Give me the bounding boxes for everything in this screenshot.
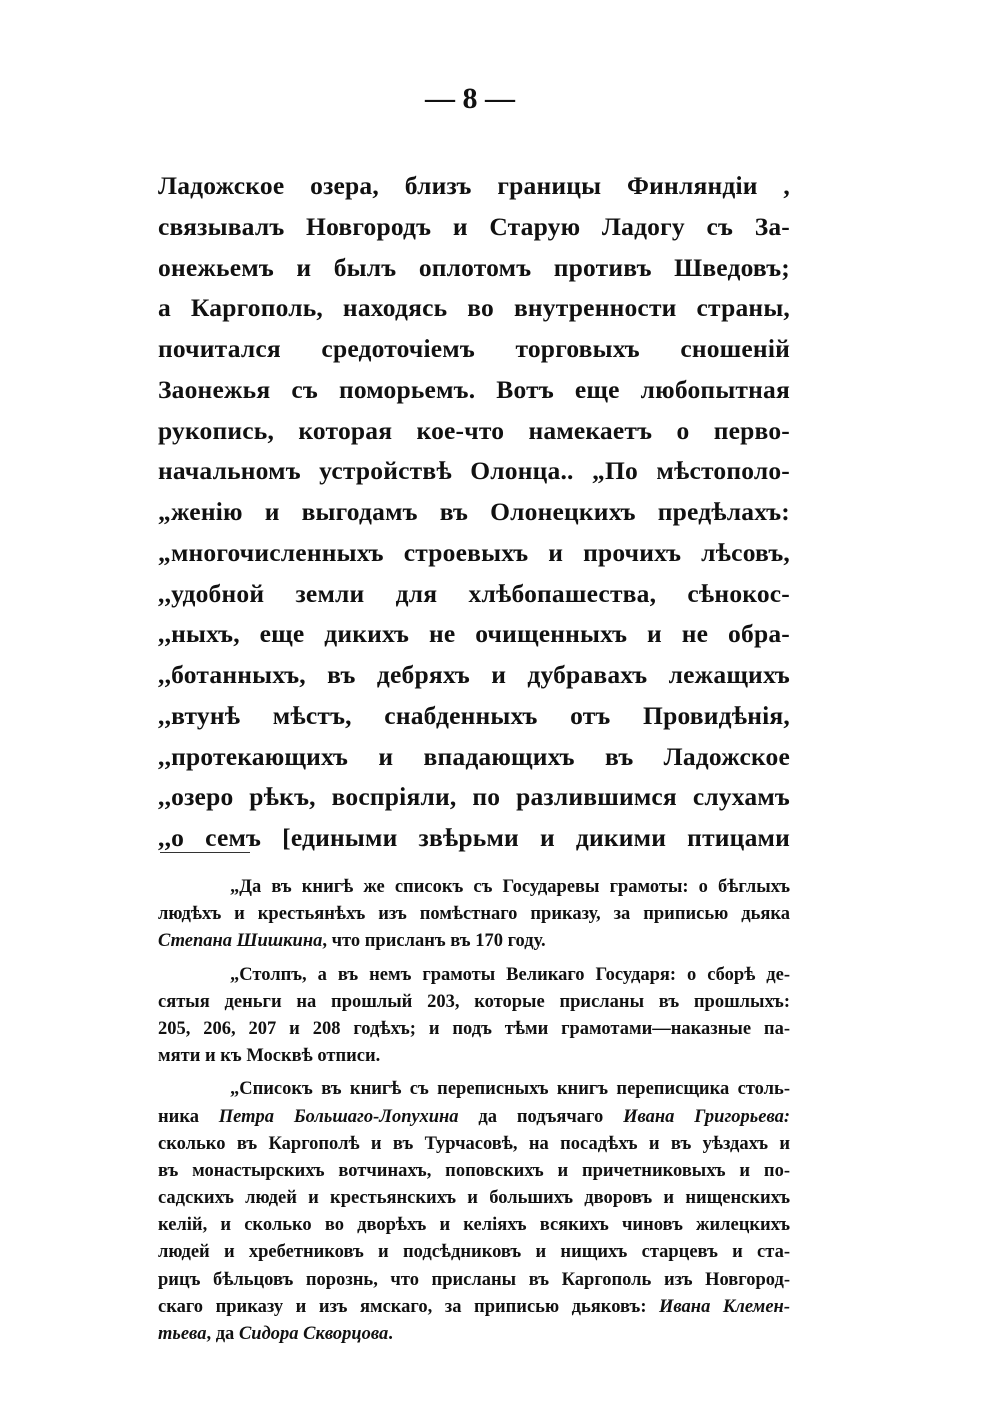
- text-line: Ладожское озера, близъ границы Финляндіи ,: [158, 171, 790, 200]
- footnote-text: мяти и къ Москвѣ отписи.: [158, 1046, 381, 1067]
- footnote-text: келій, и сколько во дворѣхъ и келіяхъ всякихъ чиновъ жилецкихъ: [158, 1215, 790, 1236]
- main-text: [158, 166, 790, 859]
- italic-name: Ивана Григорьева:: [623, 1106, 790, 1127]
- text-line: рукопись, которая кое-что намекаетъ о перво-: [158, 415, 790, 445]
- italic-name: Сидора Скворцова: [238, 1324, 389, 1344]
- footnote-line: [158, 962, 790, 989]
- footnote-text: , да: [206, 1324, 239, 1344]
- text-line: Заонежья съ поморьемъ. Вотъ еще любопытная: [158, 374, 790, 404]
- footnote-line: [158, 1294, 790, 1321]
- text-line: начальномъ устройствѣ Олонца.. „По мѣстополо-: [158, 456, 790, 486]
- text-line: ,,удобной земли для хлѣбопашества, сѣнокос-: [158, 578, 790, 608]
- text-line: ,,о семъ [едиными звѣрьми и дикими птицами: [158, 823, 790, 852]
- footnote-text: ника: [158, 1106, 219, 1127]
- footnote-line: [158, 1267, 790, 1294]
- italic-name: Степана Шишкина: [158, 931, 323, 952]
- footnote-text: садскихъ людей и крестьянскихъ и большихъ дворовъ и нищенскихъ: [158, 1188, 790, 1209]
- footnote-line: [158, 1212, 790, 1239]
- footnote-line: [158, 1016, 790, 1043]
- footnote-text: „Да въ книгѣ же списокъ съ Государевы грамоты: о бѣглыхъ: [230, 877, 790, 897]
- footnote-line: [158, 1321, 790, 1348]
- footnote-text: людей и хребетниковъ и подсѣдниковъ и нищихъ старцевъ и ста-: [158, 1242, 790, 1263]
- footnote-separator: [160, 852, 250, 853]
- text-line: ,,втунѣ мѣстъ, снабденныхъ отъ Провидѣнія,: [158, 700, 790, 730]
- footnote-text: , что присланъ въ 170 году.: [322, 931, 546, 952]
- footnote-text: скаго приказу и изъ ямскаго, за приписью дьяковъ:: [158, 1296, 660, 1317]
- italic-name: Ивана Клемен-: [659, 1296, 790, 1317]
- text-line: ,,озеро рѣкъ, воспріяли, по разлившимся слухамъ: [158, 782, 790, 812]
- footnote-line: [158, 1239, 790, 1266]
- italic-name: тьева: [158, 1324, 207, 1344]
- text-line: ,,ботанныхъ, въ дебряхъ и дубравахъ лежащихъ: [158, 660, 790, 689]
- footnote-line: [158, 928, 790, 955]
- text-line: „женію и выгодамъ въ Олонецкихъ предѣлахъ:: [158, 497, 790, 526]
- footnote-text: да подъячаго: [458, 1106, 624, 1127]
- text-line: а Каргополь, находясь во внутренности страны,: [158, 293, 790, 323]
- text-line: ,,ныхъ, еще дикихъ не очищенныхъ и не обра-: [158, 619, 790, 649]
- footnote-line: [158, 901, 790, 928]
- footnotes: [158, 874, 790, 1348]
- italic-name: Петра Большаго-Лопухина: [218, 1106, 459, 1127]
- footnote-line: [158, 874, 790, 901]
- footnote-text: „Списокъ въ книгѣ съ переписныхъ книгъ переписщика столь-: [230, 1079, 790, 1100]
- footnote-text: сколько въ Каргополѣ и въ Турчасовѣ, на посадѣхъ и въ уѣздахъ и: [158, 1133, 790, 1154]
- text-line: онежьемъ и былъ оплотомъ противъ Шведовъ;: [158, 252, 790, 282]
- footnote-text: .: [388, 1324, 393, 1344]
- footnote-line: [158, 1158, 790, 1185]
- text-line: связывалъ Новгородъ и Старую Ладогу съ За-: [158, 211, 790, 241]
- text-line: ,,протекающихъ и впадающихъ въ Ладожское: [158, 741, 790, 771]
- footnote-text: въ монастырскихъ вотчинахъ, поповскихъ и причетниковыхъ и по-: [158, 1160, 790, 1181]
- text-line: почитался средоточіемъ торговыхъ сношеній: [158, 334, 790, 363]
- footnote-line: [158, 1043, 790, 1070]
- footnote-line: [158, 1076, 790, 1103]
- footnote-text: сятыя деньги на прошлый 203, которые присланы въ прошлыхъ:: [158, 991, 790, 1012]
- footnote-text: „Столпъ, а въ немъ грамоты Великаго Государя: о сборѣ де-: [230, 964, 790, 985]
- text-line: „многочисленныхъ строевыхъ и прочихъ лѣсовъ,: [158, 537, 790, 567]
- footnote-text: 205, 206, 207 и 208 годѣхъ; и подъ тѣми грамотами—наказные па-: [158, 1018, 790, 1039]
- footnote-line: [158, 1131, 790, 1158]
- footnote-line: [158, 1185, 790, 1212]
- page-number: — 8 —: [425, 82, 515, 115]
- footnote-line: [158, 1104, 790, 1131]
- footnote-text: рицъ бѣльцовъ порознь, что присланы въ Каргополь изъ Новгород-: [158, 1269, 790, 1290]
- footnote-text: людѣхъ и крестьянѣхъ изъ помѣстнаго приказу, за приписью дьяка: [158, 904, 790, 925]
- footnote-line: [158, 989, 790, 1016]
